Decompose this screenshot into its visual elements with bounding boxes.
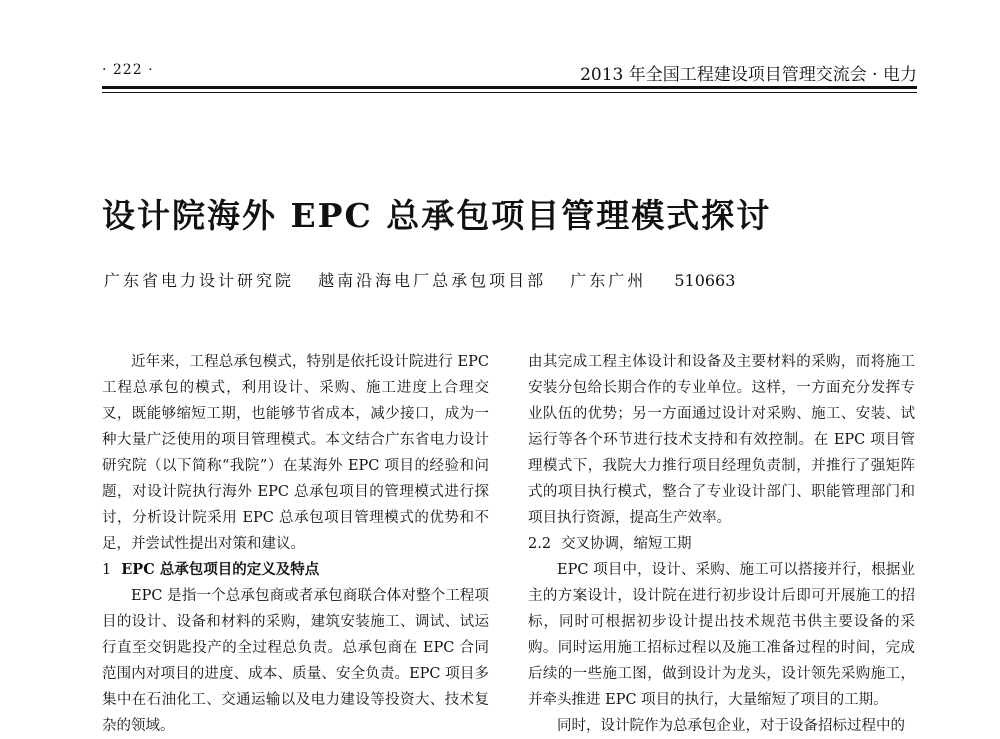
section-title: 交叉协调，缩短工期 xyxy=(561,536,692,552)
body-paragraph: EPC 项目中，设计、采购、施工可以搭接并行，根据业主的方案设计，设计院在进行初步设计后即可开展施工的招标，同时可根据初步设计提出技术规范书供主要设备的采购。同时运用施工招标过程以及施工准备过程的时间，完成后续的一些施工图，做到设计为龙头，设计领先采购施工，并牵头推进 EPC 项目的执行，大量缩短了项目的工期。 xyxy=(528,562,915,708)
right-column xyxy=(528,349,915,739)
header-rule-thin xyxy=(102,92,917,93)
intro-paragraph: 近年来，工程总承包模式，特别是依托设计院进行 EPC 工程总承包的模式，利用设计、采购、施工进度上合理交叉，既能够缩短工期，也能够节省成本，减少接口，成为一种大量广泛使用的项目管理模式。本文结合广东省电力设计研究院（以下简称“我院”）在某海外 EPC 项目的经验和问题，对设计院执行海外 EPC 总承包项目的管理模式进行探讨，分析设计院采用 EPC 总承包项目管理模式的优势和不足，并尝试性提出对策和建议。 xyxy=(102,354,489,552)
body-paragraph: EPC 是指一个总承包商或者承包商联合体对整个工程项目的设计、设备和材料的采购，建筑安装施工、调试、试运行直至交钥匙投产的全过程总负责。总承包商在 EPC 合同范围内对项目的进度、成本、质量、安全负责。EPC 项目多集中在石油化工、交通运输以及电力建设等投资大、技术复杂的领域。 xyxy=(102,588,489,734)
header-rule-thick xyxy=(102,86,917,89)
page-number: · 222 · xyxy=(102,62,154,78)
article-title: 设计院海外 EPC 总承包项目管理模式探讨 xyxy=(102,196,772,235)
affiliation-city: 广东广州 xyxy=(570,271,647,290)
affiliation-1: 广东省电力设计研究院 xyxy=(104,271,295,290)
section-heading-1 xyxy=(102,557,489,583)
journal-title: 2013 年全国工程建设项目管理交流会 · 电力 xyxy=(580,65,917,85)
affiliation-2: 越南沿海电厂总承包项目部 xyxy=(318,271,547,290)
body-paragraph-continued: 由其完成工程主体设计和设备及主要材料的采购，而将施工安装分包给长期合作的专业单位。这样，一方面充分发挥专业队伍的优势；另一方面通过设计对采购、施工、安装、试运行等各个环节进行技术支持和有效控制。在 EPC 项目管理模式下，我院大力推行项目经理负责制，并推行了强矩阵式的项目执行模式，整合了专业设计部门、职能管理部门和项目执行资源，提高生产效率。 xyxy=(528,354,915,526)
section-title: EPC 总承包项目的定义及特点 xyxy=(121,561,320,578)
section-heading-2-2 xyxy=(528,531,915,557)
affiliation-postcode: 510663 xyxy=(674,271,736,290)
section-number: 2.2 xyxy=(528,536,552,552)
author-affiliations xyxy=(104,268,751,291)
left-column xyxy=(102,349,489,739)
section-number: 1 xyxy=(102,562,112,578)
page-header xyxy=(102,58,917,92)
body-paragraph-cut: 同时，设计院作为总承包企业，对于设备招标过程中的 xyxy=(557,718,905,734)
